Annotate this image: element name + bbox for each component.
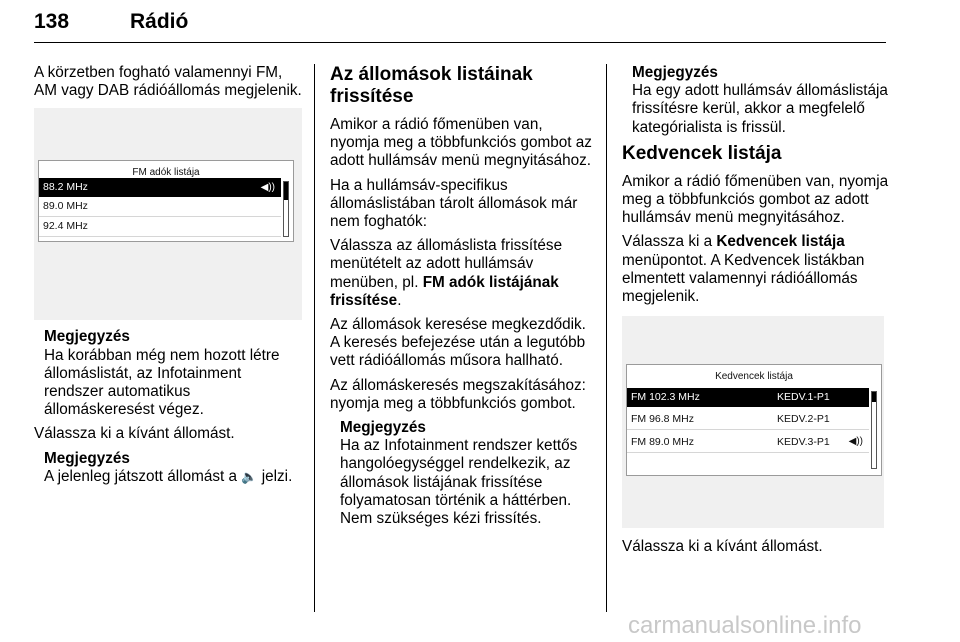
scrollbar[interactable] bbox=[871, 391, 877, 469]
station-label: FM 89.0 MHz bbox=[631, 436, 695, 449]
list-item[interactable] bbox=[39, 217, 281, 237]
column-1 bbox=[34, 64, 302, 492]
paragraph: Amikor a rádió főmenüben van, nyomja meg a többfunkciós gombot az adott hullámsáv menü megnyitásához. bbox=[330, 116, 592, 170]
station-label: 88.2 MHz bbox=[43, 181, 88, 194]
page-number: 138 bbox=[34, 10, 70, 33]
favorites-list-screen bbox=[626, 364, 882, 476]
fm-list-figure bbox=[34, 108, 302, 320]
note-title: Megjegyzés bbox=[340, 419, 426, 437]
column-divider bbox=[314, 64, 315, 612]
note-text: Ha egy adott hullámsáv állomáslistája frissítésre kerül, akkor a megfelelő kategórialista is frissül. bbox=[632, 82, 888, 136]
list-item[interactable] bbox=[627, 407, 869, 430]
paragraph: Amikor a rádió főmenüben van, nyomja meg a többfunkciós gombot az adott hullámsáv menü megnyitásához. bbox=[622, 172, 889, 227]
menu-item-reference: FM adók listájának frissítése bbox=[330, 273, 559, 309]
favorites-list-title: Kedvencek listája bbox=[715, 371, 793, 383]
note-text: Ha az Infotainment rendszer kettős hangolóegységgel rendelkezik, az állomások listájának frissítése folyamatosan történik a háttérben. Nem szükséges kézi frissítés. bbox=[340, 437, 578, 528]
note bbox=[44, 450, 302, 486]
favorites-list-figure bbox=[622, 316, 884, 528]
paragraph bbox=[330, 237, 592, 310]
note-text: Ha korábban még nem hozott létre állomáslistát, az Infotainment rendszer automatikus állomáskeresést végez. bbox=[44, 346, 280, 419]
paragraph bbox=[622, 233, 892, 306]
favorite-slot-label: KEDV.3-P1 bbox=[777, 436, 830, 449]
favorite-slot-label: KEDV.1-P1 bbox=[777, 391, 830, 404]
note bbox=[340, 419, 592, 528]
fm-list-title: FM adók listája bbox=[132, 167, 200, 179]
note-text: A jelenleg játszott állomást a bbox=[44, 467, 238, 485]
scrollbar[interactable] bbox=[283, 181, 289, 237]
column-3 bbox=[622, 64, 892, 562]
column-divider bbox=[606, 64, 607, 612]
scrollbar-thumb[interactable] bbox=[872, 392, 876, 402]
text: Válassza ki a bbox=[622, 233, 713, 251]
fm-list-screen bbox=[38, 160, 294, 242]
paragraph: Az állomáskeresés megszakításához: nyomja meg a többfunkciós gombot. bbox=[330, 376, 586, 412]
favorite-slot-label: KEDV.2-P1 bbox=[777, 413, 830, 426]
paragraph: Válassza ki a kívánt állomást. bbox=[622, 538, 823, 556]
text: . bbox=[397, 291, 402, 309]
list-item[interactable] bbox=[627, 388, 869, 407]
list-item[interactable] bbox=[39, 178, 281, 197]
speaker-icon: ◀)) bbox=[848, 436, 863, 448]
text: Válassza az állomáslista frissítése menütételt az adott hullámsáv menüben, pl. bbox=[330, 237, 563, 291]
note-title: Megjegyzés bbox=[632, 64, 718, 81]
paragraph: Az állomások keresése megkezdődik. A keresés befejezése után a legutóbb vett rádióállomás műsora hallható. bbox=[330, 316, 586, 370]
list-item[interactable] bbox=[627, 430, 869, 453]
intro-paragraph: A körzetben fogható valamennyi FM, AM vagy DAB rádióállomás megjelenik. bbox=[34, 64, 302, 100]
column-2 bbox=[330, 64, 592, 534]
speaker-icon: 🔈 bbox=[241, 468, 258, 484]
section-heading: Az állomások listáinak frissítése bbox=[330, 64, 533, 107]
note-title: Megjegyzés bbox=[44, 449, 130, 467]
note-text: jelzi. bbox=[261, 467, 293, 485]
note bbox=[632, 64, 892, 137]
text: menüpontot. A Kedvencek listákban elmentett valamennyi rádióállomás megjelenik. bbox=[622, 251, 865, 306]
list-item[interactable] bbox=[39, 197, 281, 217]
note bbox=[44, 328, 302, 419]
menu-item-reference: Kedvencek listája bbox=[716, 233, 845, 251]
section-heading: Kedvencek listája bbox=[622, 142, 782, 164]
note-title: Megjegyzés bbox=[44, 328, 130, 346]
station-label: FM 96.8 MHz bbox=[631, 413, 695, 426]
watermark: carmanualsonline.info bbox=[628, 612, 862, 639]
paragraph: Ha a hullámsáv-specifikus állomáslistában tárolt állomások már nem foghatók: bbox=[330, 176, 578, 231]
page-title: Rádió bbox=[130, 10, 189, 33]
station-label: 89.0 MHz bbox=[43, 200, 88, 213]
page-header bbox=[34, 6, 886, 43]
station-label: FM 102.3 MHz bbox=[631, 391, 700, 404]
scrollbar-thumb[interactable] bbox=[284, 182, 288, 200]
speaker-icon: ◀)) bbox=[260, 182, 275, 194]
station-label: 92.4 MHz bbox=[43, 220, 88, 233]
paragraph: Válassza ki a kívánt állomást. bbox=[34, 425, 235, 443]
